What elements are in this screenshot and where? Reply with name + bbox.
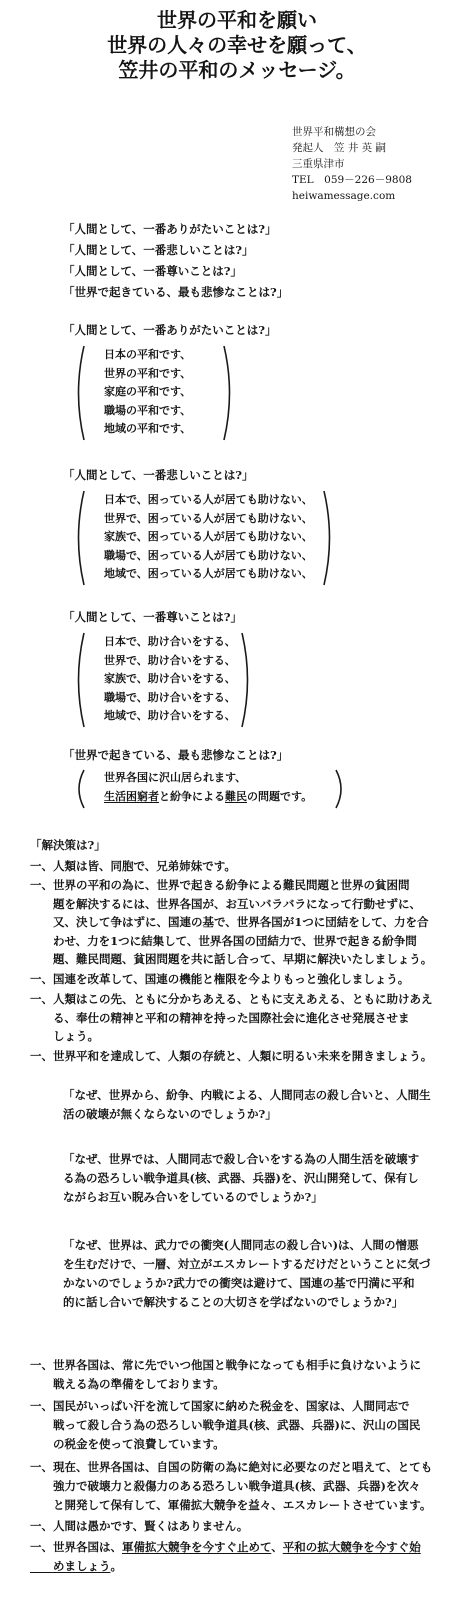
list-item: 職場で、困っている人が居ても助けない、: [104, 548, 313, 562]
closing-line: 強力で破壊力と殺傷力のある恐ろしい戦争道具(核、武器、兵器)を次々: [30, 1479, 421, 1493]
closing-line: 戦って殺し合う為の恐ろしい戦争道具(核、武器、兵器)に、沢山の国民: [30, 1418, 421, 1432]
quote-line: かないのでしょうか?武力での衝突は避けて、国連の基で円満に平和: [63, 1276, 415, 1290]
right-parenthesis: [222, 344, 236, 442]
underlined-term-refugees: 難民: [225, 790, 247, 803]
list-item: 家族で、助け合いをする、: [104, 672, 236, 685]
quote-line: 「なぜ、世界は、武力での衝突(人間同志の殺し合い)は、人間の憎悪: [63, 1238, 419, 1252]
closing-line: 一、国民がいっぱい汗を流して国家に納めた税金を、国家は、人間同志で: [30, 1399, 410, 1413]
underlined-term-poverty: 生活困窮者: [104, 790, 159, 803]
solution-line: 一、国連を改革して、国連の機能と権限を今よりもっと強化しましょう。: [30, 972, 410, 986]
title-line: 笠井の平和のメッセージ。: [118, 58, 356, 82]
list-item: 日本の平和です、: [104, 348, 192, 361]
list-item: 日本で、困っている人が居ても助けない、: [104, 493, 313, 506]
left-parenthesis: [72, 489, 86, 587]
underlined-phrase-start-peace-race-cont: めましょう: [30, 1559, 111, 1573]
closing-line-final-cont: めましょう。: [30, 1559, 122, 1573]
closing-line: 戦える為の準備をしております。: [30, 1377, 225, 1391]
question-item: 「人間として、一番ありがたいことは?」: [63, 222, 277, 236]
website: heiwamessage.com: [292, 190, 396, 202]
section-heading: 「世界で起きている、最も悲惨なことは?」: [63, 748, 289, 762]
closing-line: 一、人間は愚かです、賢くはありません。: [30, 1519, 249, 1533]
quote-line: 的に話し合いで解決することの大切さを学ばないのでしょうか?」: [63, 1295, 404, 1309]
quote-line: 「なぜ、世界では、人間同志で殺し合いをする為の人間生活を破壊す: [63, 1152, 420, 1166]
list-item: 世界で、助け合いをする、: [104, 653, 236, 667]
organization-name: 世界平和構想の会: [292, 126, 376, 138]
quote-line: ながらお互い睨み合いをしているのでしょうか?」: [63, 1190, 323, 1204]
list-item: 日本で、助け合いをする、: [104, 635, 236, 648]
closing-line: と開発して保有して、軍備拡大競争を益々、エスカレートさせています。: [30, 1498, 432, 1512]
right-parenthesis: [322, 489, 336, 587]
underlined-phrase-stop-arms-race: 軍備拡大競争を今すぐ止めて: [122, 1540, 272, 1554]
list-item: 地域の平和です、: [104, 422, 192, 435]
list-item: 生活困窮者と紛争による難民の問題です。: [104, 790, 313, 803]
question-item: 「世界で起きている、最も悲惨なことは?」: [63, 285, 289, 299]
section-heading: 「人間として、一番悲しいことは?」: [63, 468, 254, 482]
section-heading: 「人間として、一番ありがたいことは?」: [63, 323, 277, 337]
phone: TEL 059－226－9808: [292, 174, 412, 186]
right-parenthesis: [334, 768, 348, 810]
solution-line: 一、人類は皆、同胞で、兄弟姉妹です。: [30, 859, 236, 873]
left-parenthesis: [72, 344, 86, 442]
list-item: 家族で、困っている人が居ても助けない、: [104, 530, 313, 543]
location: 三重県津市: [292, 158, 345, 170]
list-item: 職場の平和です、: [104, 403, 192, 417]
title-line: 世界の人々の幸せを願って、: [107, 33, 367, 57]
quote-line: 「なぜ、世界から、紛争、内戦による、人間同志の殺し合いと、人間生: [63, 1088, 431, 1102]
closing-line: の税金を使って浪費しています。: [30, 1437, 225, 1451]
solution-line: 一、世界の平和の為に、世界で起きる紛争による難民問題と世界の貧困問: [30, 878, 410, 892]
solution-line: 又、決して争はずに、国連の基で、世界各国が1つに団結をして、力を合: [30, 915, 429, 929]
closing-line: 一、世界各国は、常に先でいつ他国と戦争になっても相手に負けないように: [30, 1358, 421, 1372]
solution-line: 一、人類はこの先、ともに分かちあえる、ともに支えあえる、ともに助けあえ: [30, 992, 433, 1006]
solution-line: わせ、力を1つに結集して、世界各国の団結力で、世界で起きる紛争問: [30, 933, 417, 948]
solution-heading: 「解決策は?」: [30, 838, 106, 852]
question-item: 「人間として、一番尊いことは?」: [63, 264, 243, 278]
closing-line-final: 一、世界各国は、軍備拡大競争を今すぐ止めて、平和の拡大競争を今すぐ始: [30, 1540, 421, 1554]
title-line: 世界の平和を願い: [157, 8, 317, 32]
quote-line: 活の破壊が無くならないのでしょうか?」: [63, 1107, 277, 1121]
list-item: 世界各国に沢山居られます、: [104, 771, 247, 784]
section-heading: 「人間として、一番尊いことは?」: [63, 610, 243, 624]
right-parenthesis: [240, 631, 254, 729]
left-parenthesis: [72, 768, 86, 810]
solution-line: 題、難民問題、貧困問題を共に話し合って、早期に解決いたしましょう。: [30, 952, 433, 966]
list-item: 職場で、助け合いをする、: [104, 690, 236, 704]
closing-line: 一、現在、世界各国は、自国の防衛の為に絶対に必要なのだと唱えて、とても: [30, 1460, 433, 1474]
left-parenthesis: [72, 631, 86, 729]
underlined-phrase-start-peace-race: 平和の拡大競争を今すぐ始: [282, 1540, 421, 1554]
list-item: 家庭の平和です、: [104, 385, 192, 398]
solution-line: しょう。: [30, 1029, 99, 1043]
question-item: 「人間として、一番悲しいことは?」: [63, 243, 254, 257]
founder-name: 発起人 笠 井 英 嗣: [292, 142, 387, 154]
list-item: 世界で、困っている人が居ても助けない、: [104, 511, 313, 525]
solution-line: 題を解決するには、世界各国が、お互いバラバラになって行動せずに、: [30, 896, 421, 911]
list-item: 世界の平和です、: [104, 366, 192, 380]
list-item: 地域で、助け合いをする、: [104, 709, 236, 722]
quote-line: を生むだけで、一層、対立がエスカレートするだけだということに気づ: [63, 1257, 431, 1271]
solution-line: 一、世界平和を達成して、人類の存続と、人類に明るい未来を開きましょう。: [30, 1049, 433, 1063]
quote-line: る為の恐ろしい戦争道具(核、武器、兵器)を、沢山開発して、保有し: [63, 1171, 419, 1185]
list-item: 地域で、困っている人が居ても助けない、: [104, 567, 313, 580]
solution-line: る、奉仕の精神と平和の精神を持った国際社会に進化させ発展させま: [30, 1010, 410, 1025]
